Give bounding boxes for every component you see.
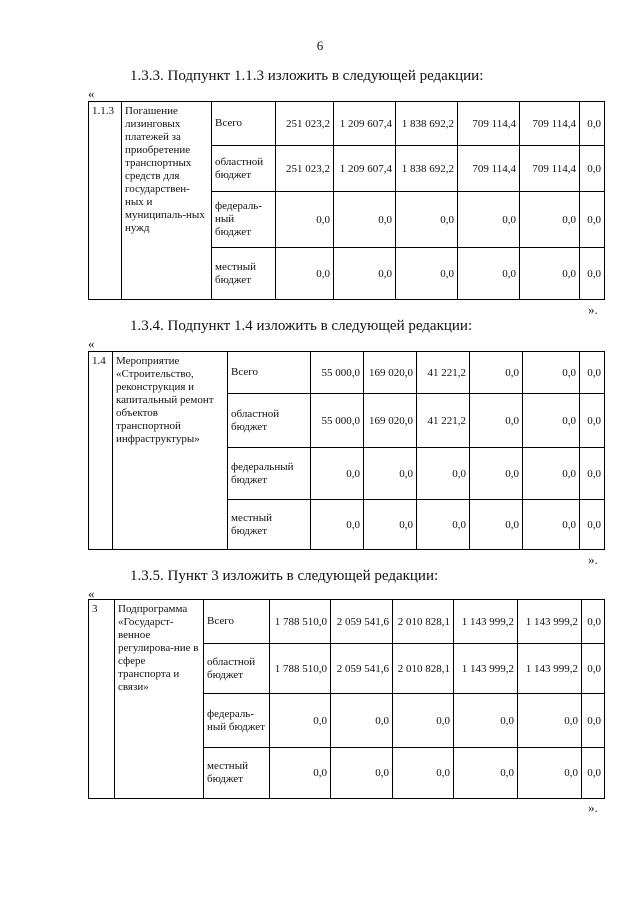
value-cell: 0,0: [520, 248, 580, 300]
value-cell: 0,0: [270, 748, 331, 799]
value-cell: 0,0: [331, 748, 393, 799]
value-cell: 709 114,4: [520, 102, 580, 146]
opening-quote: «: [88, 86, 95, 101]
value-cell: 0,0: [396, 248, 458, 300]
value-cell: 0,0: [458, 192, 520, 248]
item-title: Мероприятие «Строительство, реконструкция и капитальный ремонт объектов транспортной инфраструктуры»: [113, 352, 228, 550]
value-cell: 1 209 607,4: [334, 102, 396, 146]
value-cell: 0,0: [582, 644, 605, 694]
value-cell: 0,0: [276, 248, 334, 300]
item-title: Подпрограмма «Государст-венное регулирова-ние в сфере транспорта и связи»: [115, 600, 204, 799]
value-cell: 251 023,2: [276, 102, 334, 146]
opening-quote: «: [88, 336, 95, 351]
table-row: [89, 600, 605, 644]
closing-quote: ».: [588, 302, 598, 317]
value-cell: 0,0: [580, 500, 605, 550]
value-cell: 709 114,4: [520, 146, 580, 192]
value-cell: 41 221,2: [417, 352, 470, 394]
value-cell: 2 010 828,1: [393, 644, 454, 694]
value-cell: 0,0: [417, 500, 470, 550]
value-cell: 0,0: [518, 694, 582, 748]
value-cell: 0,0: [334, 192, 396, 248]
value-cell: 0,0: [523, 500, 580, 550]
value-cell: 55 000,0: [311, 352, 364, 394]
value-cell: 0,0: [270, 694, 331, 748]
value-cell: 0,0: [518, 748, 582, 799]
value-cell: 0,0: [523, 448, 580, 500]
value-cell: 0,0: [454, 748, 518, 799]
value-cell: 1 788 510,0: [270, 644, 331, 694]
value-cell: 0,0: [520, 192, 580, 248]
value-cell: 0,0: [458, 248, 520, 300]
value-cell: 0,0: [470, 448, 523, 500]
funding-source: Всего: [212, 102, 276, 146]
value-cell: 0,0: [417, 448, 470, 500]
value-cell: 0,0: [393, 748, 454, 799]
value-cell: 0,0: [470, 352, 523, 394]
section-heading-1-3-5: 1.3.5. Пункт 3 изложить в следующей редакции:: [130, 568, 439, 584]
budget-table-3: [88, 599, 605, 799]
value-cell: 0,0: [470, 500, 523, 550]
value-cell: 0,0: [396, 192, 458, 248]
value-cell: 0,0: [580, 102, 605, 146]
item-code: 1.1.3: [89, 102, 122, 300]
value-cell: 0,0: [523, 352, 580, 394]
value-cell: 0,0: [364, 500, 417, 550]
budget-table-1-1-3: [88, 101, 605, 300]
funding-source: местный бюджет: [228, 500, 311, 550]
value-cell: 0,0: [393, 694, 454, 748]
section-heading-1-3-4: 1.3.4. Подпункт 1.4 изложить в следующей редакции:: [130, 318, 473, 334]
value-cell: 0,0: [311, 448, 364, 500]
value-cell: 1 143 999,2: [518, 644, 582, 694]
funding-source: областной бюджет: [228, 394, 311, 448]
value-cell: 1 838 692,2: [396, 102, 458, 146]
value-cell: 169 020,0: [364, 352, 417, 394]
funding-source: федераль-ный бюджет: [212, 192, 276, 248]
budget-table-1-4: [88, 351, 605, 550]
funding-source: Всего: [204, 600, 270, 644]
value-cell: 55 000,0: [311, 394, 364, 448]
item-code: 3: [89, 600, 115, 799]
value-cell: 0,0: [331, 694, 393, 748]
closing-quote: ».: [588, 552, 598, 567]
funding-source: федеральный бюджет: [228, 448, 311, 500]
value-cell: 1 788 510,0: [270, 600, 331, 644]
value-cell: 2 059 541,6: [331, 600, 393, 644]
value-cell: 709 114,4: [458, 102, 520, 146]
funding-source: федераль-ный бюджет: [204, 694, 270, 748]
value-cell: 41 221,2: [417, 394, 470, 448]
table-row: [89, 102, 605, 146]
value-cell: 0,0: [276, 192, 334, 248]
value-cell: 0,0: [580, 352, 605, 394]
value-cell: 1 143 999,2: [518, 600, 582, 644]
value-cell: 1 209 607,4: [334, 146, 396, 192]
value-cell: 1 143 999,2: [454, 644, 518, 694]
value-cell: 2 059 541,6: [331, 644, 393, 694]
funding-source: областной бюджет: [204, 644, 270, 694]
value-cell: 0,0: [523, 394, 580, 448]
value-cell: 0,0: [580, 146, 605, 192]
value-cell: 709 114,4: [458, 146, 520, 192]
page-number: 6: [316, 38, 324, 53]
item-title: Погашение лизинговых платежей за приобретение транспортных средств для государствен-ных и муниципаль-ных нужд: [122, 102, 212, 300]
funding-source: областной бюджет: [212, 146, 276, 192]
value-cell: 0,0: [580, 248, 605, 300]
section-heading-1-3-3: 1.3.3. Подпункт 1.1.3 изложить в следующей редакции:: [130, 68, 484, 84]
value-cell: 0,0: [582, 600, 605, 644]
item-code: 1.4: [89, 352, 113, 550]
value-cell: 2 010 828,1: [393, 600, 454, 644]
value-cell: 0,0: [364, 448, 417, 500]
funding-source: местный бюджет: [212, 248, 276, 300]
value-cell: 251 023,2: [276, 146, 334, 192]
opening-quote: «: [88, 586, 95, 601]
value-cell: 0,0: [470, 394, 523, 448]
value-cell: 0,0: [454, 694, 518, 748]
funding-source: Всего: [228, 352, 311, 394]
funding-source: местный бюджет: [204, 748, 270, 799]
value-cell: 0,0: [580, 394, 605, 448]
value-cell: 0,0: [580, 448, 605, 500]
value-cell: 0,0: [334, 248, 396, 300]
value-cell: 0,0: [582, 748, 605, 799]
value-cell: 0,0: [311, 500, 364, 550]
value-cell: 0,0: [582, 694, 605, 748]
value-cell: 0,0: [580, 192, 605, 248]
table-row: [89, 352, 605, 394]
value-cell: 169 020,0: [364, 394, 417, 448]
value-cell: 1 143 999,2: [454, 600, 518, 644]
closing-quote: ».: [588, 800, 598, 815]
value-cell: 1 838 692,2: [396, 146, 458, 192]
